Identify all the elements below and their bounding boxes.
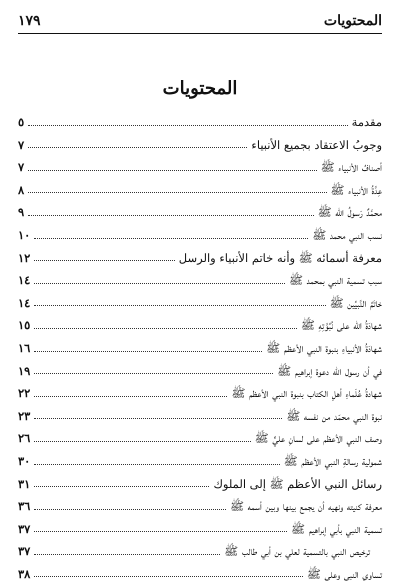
toc-entry-page: ١٩	[18, 363, 31, 378]
leader-dots	[28, 192, 326, 193]
toc-entry-page: ٣١	[18, 476, 31, 491]
toc-entry-title: شهادةُ عُلَماءِ أهلِ الكتاب بنبوة النبي الأعظم ﷺ	[231, 386, 382, 401]
toc-entry-title: ترخيص النبي بالتسمية لعلي بن أبي طالب ﷺ	[224, 544, 370, 559]
toc-entry	[18, 468, 382, 491]
toc-entry-title: معرفة أسمائه ﷺ وأنه خاتم الأنبياء والرسل	[178, 250, 382, 265]
toc-entry-page: ٧	[18, 137, 25, 152]
toc-entry	[18, 513, 382, 536]
toc-entry-title: وصف النبي الأعظم على لسانِ عليٍّ ﷺ	[254, 431, 382, 446]
leader-dots	[34, 531, 287, 532]
leader-dots	[34, 283, 285, 284]
leader-dots	[28, 215, 314, 216]
leader-dots	[34, 486, 209, 487]
toc-entry	[18, 445, 382, 468]
toc-entry-page: ٢٣	[18, 408, 31, 423]
toc-entry-title: رسائل النبي الأعظم ﷺ إلى الملوك	[213, 476, 382, 491]
leader-dots	[34, 396, 227, 397]
toc-entry-title: مقدمة	[351, 115, 382, 130]
leader-dots	[34, 305, 325, 306]
toc-entry-page: ٣٨	[18, 566, 31, 581]
toc-entry-page: ١٤	[18, 295, 31, 310]
toc-entry-title: خاتَمُ النَّبيِّين ﷺ	[329, 295, 382, 310]
toc-entry	[18, 535, 382, 558]
toc-entry	[18, 151, 382, 174]
toc-entry	[18, 422, 382, 445]
running-title: المحتويات	[323, 13, 382, 29]
leader-dots	[34, 441, 250, 442]
toc-entry-title: تسمية النبي بأبي إبراهيم ﷺ	[291, 521, 382, 536]
leader-dots	[34, 576, 303, 577]
leader-dots	[34, 328, 297, 329]
toc-entry-page: ٢٦	[18, 431, 31, 446]
toc-entry-page: ٨	[18, 182, 25, 197]
toc-entry	[18, 196, 382, 219]
toc-entry-page: ١٠	[18, 228, 31, 243]
leader-dots	[34, 260, 174, 261]
leader-dots	[28, 125, 347, 126]
page-number: ١٧٩	[18, 13, 41, 29]
toc-entry-title: سبب تسمية النبي بمحمد ﷺ	[289, 273, 382, 288]
toc-entry-page: ٣٠	[18, 454, 31, 468]
leader-dots	[34, 554, 220, 555]
toc-entry	[18, 400, 382, 423]
toc-entry	[18, 355, 382, 378]
leader-dots	[34, 238, 308, 239]
table-of-contents	[18, 106, 382, 580]
toc-entry	[18, 129, 382, 152]
toc-entry-page: ٣٧	[18, 521, 31, 536]
toc-entry-title: معرفة كنيته ونهيه أن يجمع بينها وبين أسمه ﷺ	[230, 499, 382, 514]
page-title: المحتويات	[162, 78, 238, 99]
toc-entry-title: نبوة النبي محمّد من نفسه ﷺ	[286, 408, 382, 423]
toc-entry	[18, 174, 382, 197]
header-rule	[18, 33, 382, 34]
leader-dots	[28, 147, 247, 148]
leader-dots	[34, 373, 273, 374]
leader-dots	[34, 509, 226, 510]
page-header	[18, 10, 382, 32]
toc-entry-title: في أن رسول الله دعوة إبراهيم ﷺ	[277, 363, 382, 378]
toc-entry-page: ٥	[18, 115, 25, 130]
toc-entry	[18, 242, 382, 265]
toc-entry	[18, 106, 382, 129]
leader-dots	[28, 170, 317, 171]
toc-entry-title: شهادَةُ الله على نُبُوَّتِهِ ﷺ	[300, 318, 382, 333]
leader-dots	[34, 418, 282, 419]
toc-entry-page: ١٥	[18, 318, 31, 333]
leader-dots	[34, 464, 279, 465]
toc-entry-page: ٢٢	[18, 386, 31, 401]
toc-entry	[18, 377, 382, 400]
toc-entry-page: ٧	[18, 160, 25, 175]
toc-entry	[18, 287, 382, 310]
toc-entry-page: ١٦	[18, 341, 31, 356]
toc-entry-page: ١٢	[18, 250, 31, 265]
toc-entry	[18, 309, 382, 332]
toc-entry-title: محمَّدٌ رَسولُ الله ﷺ	[317, 205, 382, 220]
toc-entry	[18, 490, 382, 513]
toc-entry-title: شهادَةُ الأنبياءِ بنبوة النبي الأعظم ﷺ	[266, 341, 382, 356]
leader-dots	[34, 351, 262, 352]
toc-entry-page: ٣٦	[18, 499, 31, 514]
toc-entry-title: نسب النبي محمد ﷺ	[312, 228, 382, 243]
toc-entry	[18, 219, 382, 242]
toc-entry-title: عِدَّةُ الأنبياء ﷺ	[330, 182, 382, 197]
toc-entry	[18, 558, 382, 581]
toc-entry	[18, 332, 382, 355]
toc-entry-title: شمولية رسالةِ النبي الأعظم ﷺ	[283, 454, 382, 468]
toc-entry-page: ٩	[18, 205, 25, 220]
toc-entry-page: ٣٧	[18, 544, 31, 559]
toc-entry-title: أصنافُ الأنبياء ﷺ	[320, 160, 382, 175]
toc-entry	[18, 264, 382, 287]
toc-entry-title: تساوي النبي وعلي ﷺ	[306, 566, 382, 581]
toc-entry-title: وجوبُ الاعتقاد بجميع الأنبياء	[251, 137, 382, 152]
toc-entry-page: ١٤	[18, 273, 31, 288]
